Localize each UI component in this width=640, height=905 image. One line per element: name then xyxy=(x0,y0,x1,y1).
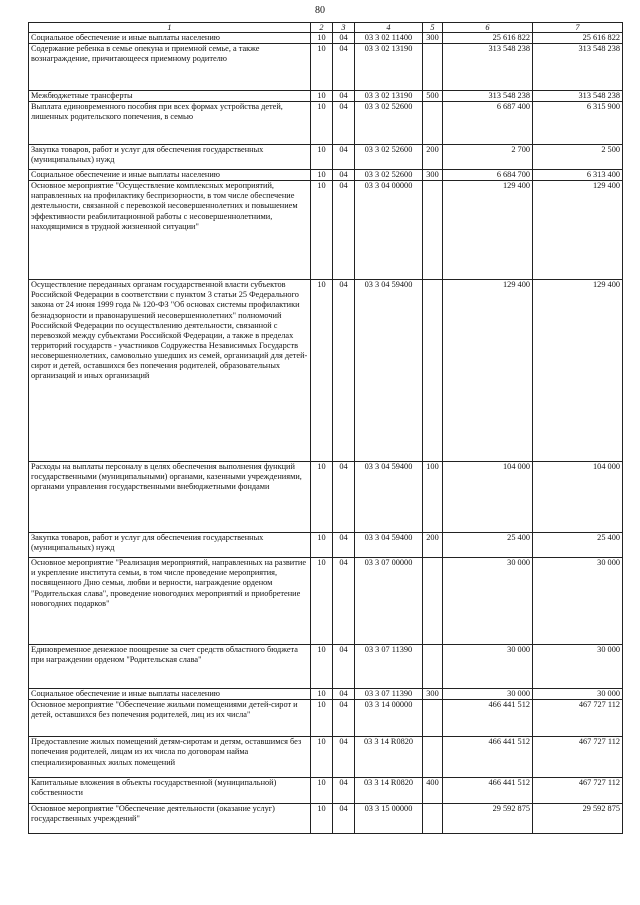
row-target-code: 03 3 15 00000 xyxy=(355,804,423,834)
row-amount-1: 2 700 xyxy=(443,145,533,170)
row-name: Единовременное денежное поощрение за счет средств областного бюджета при награждении орденом "Родительская слава" xyxy=(29,645,311,689)
col-header: 1 xyxy=(29,23,311,33)
row-subsection: 04 xyxy=(333,645,355,689)
row-amount-1: 129 400 xyxy=(443,181,533,280)
row-amount-2: 467 727 112 xyxy=(533,700,623,737)
col-header: 6 xyxy=(443,23,533,33)
row-subsection: 04 xyxy=(333,181,355,280)
row-section: 10 xyxy=(311,170,333,181)
row-section: 10 xyxy=(311,737,333,778)
table-row xyxy=(29,33,623,44)
row-target-code: 03 3 14 R0820 xyxy=(355,778,423,804)
row-subsection: 04 xyxy=(333,33,355,44)
row-expense-type: 100 xyxy=(423,462,443,533)
table-row xyxy=(29,462,623,533)
row-amount-2: 6 315 900 xyxy=(533,102,623,145)
row-section: 10 xyxy=(311,280,333,462)
table-row xyxy=(29,533,623,558)
table-row xyxy=(29,804,623,834)
row-amount-2: 30 000 xyxy=(533,558,623,645)
col-header: 5 xyxy=(423,23,443,33)
row-target-code: 03 3 04 00000 xyxy=(355,181,423,280)
row-section: 10 xyxy=(311,462,333,533)
row-subsection: 04 xyxy=(333,280,355,462)
row-expense-type: 200 xyxy=(423,145,443,170)
row-amount-1: 25 616 822 xyxy=(443,33,533,44)
row-amount-1: 29 592 875 xyxy=(443,804,533,834)
table-row xyxy=(29,91,623,102)
row-subsection: 04 xyxy=(333,778,355,804)
row-subsection: 04 xyxy=(333,462,355,533)
table-row xyxy=(29,700,623,737)
row-name: Социальное обеспечение и иные выплаты населению xyxy=(29,170,311,181)
row-expense-type: 300 xyxy=(423,689,443,700)
row-expense-type xyxy=(423,645,443,689)
row-amount-1: 104 000 xyxy=(443,462,533,533)
row-expense-type xyxy=(423,804,443,834)
row-name: Основное мероприятие "Обеспечение жильми помещениями детей-сирот и детей, оставшихся без попечения родителей, лиц из их числа" xyxy=(29,700,311,737)
table-row xyxy=(29,145,623,170)
row-target-code: 03 3 02 11400 xyxy=(355,33,423,44)
row-section: 10 xyxy=(311,181,333,280)
row-subsection: 04 xyxy=(333,558,355,645)
budget-table xyxy=(28,22,623,834)
row-section: 10 xyxy=(311,145,333,170)
row-name: Основное мероприятие "Обеспечение деятельности (оказание услуг) государственных учреждений" xyxy=(29,804,311,834)
table-row xyxy=(29,170,623,181)
row-subsection: 04 xyxy=(333,689,355,700)
row-expense-type xyxy=(423,181,443,280)
row-amount-2: 30 000 xyxy=(533,689,623,700)
row-subsection: 04 xyxy=(333,91,355,102)
row-name: Выплата единовременного пособия при всех формах устройства детей, лишенных родительского попечения, в семью xyxy=(29,102,311,145)
row-section: 10 xyxy=(311,778,333,804)
row-amount-1: 313 548 238 xyxy=(443,91,533,102)
row-subsection: 04 xyxy=(333,700,355,737)
table-row xyxy=(29,181,623,280)
row-amount-2: 104 000 xyxy=(533,462,623,533)
row-amount-1: 30 000 xyxy=(443,645,533,689)
table-row xyxy=(29,102,623,145)
row-amount-2: 467 727 112 xyxy=(533,737,623,778)
table-row xyxy=(29,280,623,462)
row-amount-2: 30 000 xyxy=(533,645,623,689)
row-target-code: 03 3 07 00000 xyxy=(355,558,423,645)
row-expense-type xyxy=(423,700,443,737)
row-target-code: 03 3 02 52600 xyxy=(355,170,423,181)
row-subsection: 04 xyxy=(333,102,355,145)
row-expense-type: 300 xyxy=(423,170,443,181)
row-name: Основное мероприятие "Реализация мероприятий, направленных на развитие и укрепление института семьи, в том числе проведение мероприятия, посвященного Дню семьи, любви и верности, награждение орденом "Родительская слава", проведение новогодних мероприятий и приобретение новогодних подарков" xyxy=(29,558,311,645)
row-target-code: 03 3 07 11390 xyxy=(355,645,423,689)
row-amount-1: 313 548 238 xyxy=(443,44,533,91)
row-subsection: 04 xyxy=(333,804,355,834)
row-name: Социальное обеспечение и иные выплаты населению xyxy=(29,689,311,700)
row-amount-1: 6 687 400 xyxy=(443,102,533,145)
row-section: 10 xyxy=(311,33,333,44)
row-amount-2: 467 727 112 xyxy=(533,778,623,804)
row-name: Содержание ребенка в семье опекуна и приемной семье, а также вознаграждение, причитающееся приемному родителю xyxy=(29,44,311,91)
row-section: 10 xyxy=(311,91,333,102)
row-amount-2: 2 500 xyxy=(533,145,623,170)
row-amount-1: 30 000 xyxy=(443,558,533,645)
table-row xyxy=(29,778,623,804)
row-section: 10 xyxy=(311,804,333,834)
row-amount-2: 129 400 xyxy=(533,181,623,280)
table-row xyxy=(29,44,623,91)
row-expense-type xyxy=(423,737,443,778)
page-number: 80 xyxy=(315,5,325,16)
col-header: 7 xyxy=(533,23,623,33)
col-header: 3 xyxy=(333,23,355,33)
row-subsection: 04 xyxy=(333,533,355,558)
row-section: 10 xyxy=(311,102,333,145)
row-expense-type xyxy=(423,558,443,645)
row-subsection: 04 xyxy=(333,44,355,91)
row-name: Предоставление жилых помещений детям-сиротам и детям, оставшимся без попечения родителей, лицам из их числа по договорам найма специализированных жилых помещений xyxy=(29,737,311,778)
table-row xyxy=(29,737,623,778)
row-name: Основное мероприятие "Осуществление комплексных мероприятий, направленных на профилактику беспризорности, в том числе обеспечение деятельности, связанной с перевозкой несовершеннолетних и повышением эффективности реабилитационной работы с несовершеннолетними, находящимися в трудной жизненной ситуации" xyxy=(29,181,311,280)
row-amount-1: 129 400 xyxy=(443,280,533,462)
row-target-code: 03 3 02 52600 xyxy=(355,102,423,145)
row-amount-1: 6 684 700 xyxy=(443,170,533,181)
row-target-code: 03 3 14 R0820 xyxy=(355,737,423,778)
row-amount-2: 313 548 238 xyxy=(533,44,623,91)
row-name: Межбюджетные трансферты xyxy=(29,91,311,102)
row-amount-1: 466 441 512 xyxy=(443,778,533,804)
row-target-code: 03 3 02 13190 xyxy=(355,44,423,91)
row-target-code: 03 3 02 13190 xyxy=(355,91,423,102)
row-name: Закупка товаров, работ и услуг для обеспечения государственных (муниципальных) нужд xyxy=(29,145,311,170)
row-amount-1: 25 400 xyxy=(443,533,533,558)
row-target-code: 03 3 04 59400 xyxy=(355,533,423,558)
row-subsection: 04 xyxy=(333,145,355,170)
row-section: 10 xyxy=(311,645,333,689)
row-target-code: 03 3 07 11390 xyxy=(355,689,423,700)
row-expense-type xyxy=(423,280,443,462)
row-subsection: 04 xyxy=(333,737,355,778)
row-amount-2: 129 400 xyxy=(533,280,623,462)
row-target-code: 03 3 04 59400 xyxy=(355,462,423,533)
row-name: Закупка товаров, работ и услуг для обеспечения государственных (муниципальных) нужд xyxy=(29,533,311,558)
row-expense-type: 400 xyxy=(423,778,443,804)
row-subsection: 04 xyxy=(333,170,355,181)
row-section: 10 xyxy=(311,44,333,91)
row-expense-type xyxy=(423,102,443,145)
row-name: Капитальные вложения в объекты государственной (муниципальной) собственности xyxy=(29,778,311,804)
row-section: 10 xyxy=(311,558,333,645)
table-row xyxy=(29,689,623,700)
row-expense-type: 500 xyxy=(423,91,443,102)
col-header: 4 xyxy=(355,23,423,33)
row-expense-type xyxy=(423,44,443,91)
row-amount-2: 29 592 875 xyxy=(533,804,623,834)
row-amount-2: 6 313 400 xyxy=(533,170,623,181)
row-target-code: 03 3 14 00000 xyxy=(355,700,423,737)
row-name: Расходы на выплаты персоналу в целях обеспечения выполнения функций государственными (муниципальными) органами, казенными учреждениями, органами управления государственными внебюджетными фондами xyxy=(29,462,311,533)
col-header: 2 xyxy=(311,23,333,33)
row-section: 10 xyxy=(311,533,333,558)
header-row xyxy=(29,23,623,33)
row-amount-2: 313 548 238 xyxy=(533,91,623,102)
row-amount-1: 30 000 xyxy=(443,689,533,700)
table-row xyxy=(29,645,623,689)
row-target-code: 03 3 04 59400 xyxy=(355,280,423,462)
row-target-code: 03 3 02 52600 xyxy=(355,145,423,170)
row-amount-1: 466 441 512 xyxy=(443,737,533,778)
row-name: Осуществление переданных органам государственной власти субъектов Российской Федерации в соответствии с пунктом 3 статьи 25 Федерального закона от 24 июня 1999 года № 120-ФЗ "Об основах системы профилактики безнадзорности и правонарушений несовершеннолетних" полномочий Российской Федерации по осуществлению деятельности, связанной с перевозкой между субъектами Российской Федерации, а также в пределах территорий государств - участников Содружества Независимых Государств несовершеннолетних, самовольно ушедших из семей, организаций для детей-сирот и детей, оставшихся без попечения родителей, образовательных организаций и иных организаций xyxy=(29,280,311,462)
row-amount-2: 25 400 xyxy=(533,533,623,558)
row-name: Социальное обеспечение и иные выплаты населению xyxy=(29,33,311,44)
row-section: 10 xyxy=(311,700,333,737)
row-amount-1: 466 441 512 xyxy=(443,700,533,737)
row-expense-type: 300 xyxy=(423,33,443,44)
row-section: 10 xyxy=(311,689,333,700)
row-amount-2: 25 616 822 xyxy=(533,33,623,44)
table-row xyxy=(29,558,623,645)
row-expense-type: 200 xyxy=(423,533,443,558)
